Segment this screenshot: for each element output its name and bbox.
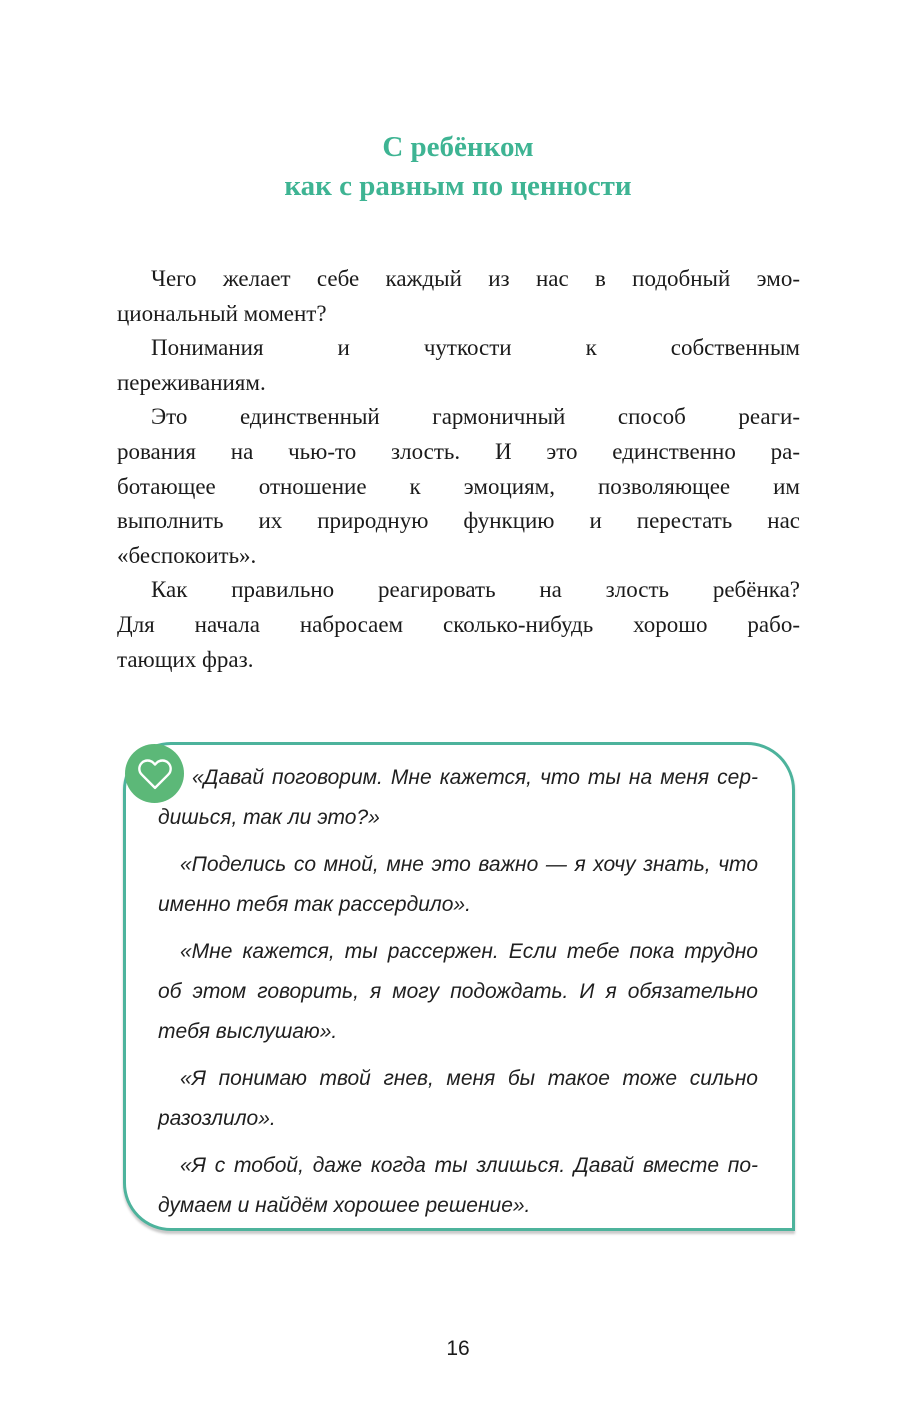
text-line: «беспокоить».: [117, 542, 257, 568]
quote-line: именно тебя так рассердило».: [158, 893, 471, 916]
quote-paragraph: [158, 758, 758, 838]
quote-line: «Мне кажется, ты рассержен. Если тебе пока трудно: [180, 940, 758, 963]
text-line: ботающее отношение к эмоциям, позволяющее им: [117, 473, 800, 499]
quote-paragraph: [158, 1059, 758, 1139]
paragraph: [117, 400, 800, 573]
quote-line: «Я понимаю твой гнев, меня бы такое тоже сильно: [180, 1067, 758, 1090]
chapter-title-line: как с равным по ценности: [284, 170, 632, 202]
text-line: Как правильно реагировать на злость ребёнка?: [151, 577, 800, 603]
text-line: циональный момент?: [117, 300, 327, 326]
text-line: переживаниям.: [117, 369, 266, 395]
heart-badge: [125, 744, 184, 803]
paragraph: [117, 573, 800, 677]
quote-line: «Я с тобой, даже когда ты злишься. Давай вместе по-: [180, 1154, 758, 1177]
quote-line: об этом говорить, я могу подождать. И я обязательно: [158, 980, 758, 1003]
text-line: рования на чью-то злость. И это единственно ра-: [117, 438, 800, 464]
quote-line: дишься, так ли это?»: [158, 806, 380, 829]
text-line: Понимания и чуткости к собственным: [151, 335, 800, 361]
quote-line: разозлило».: [158, 1107, 276, 1130]
quote-line: тебя выслушаю».: [158, 1020, 338, 1043]
quote-line: «Давай поговорим. Мне кажется, что ты на меня сер-: [192, 766, 758, 789]
quote-list: [158, 758, 758, 1233]
text-line: выполнить их природную функцию и перестать нас: [117, 508, 800, 534]
quote-line: думаем и найдём хорошее решение».: [158, 1194, 531, 1217]
text-line: тающих фраз.: [117, 646, 254, 672]
text-line: Это единственный гармоничный способ реаги-: [151, 404, 800, 430]
chapter-title-line: С ребёнком: [382, 131, 534, 163]
paragraph: [117, 331, 800, 400]
text-line: Чего желает себе каждый из нас в подобный эмо-: [151, 266, 800, 291]
quote-line: «Поделись со мной, мне это важно — я хочу знать, что: [180, 853, 758, 876]
chapter-title: [0, 128, 916, 206]
page-number: 16: [446, 1337, 470, 1360]
body-text: [117, 262, 800, 677]
quote-paragraph: [158, 932, 758, 1052]
paragraph: [117, 262, 800, 331]
heart-outline-icon: [137, 756, 173, 792]
quote-paragraph: [158, 1146, 758, 1226]
quote-paragraph: [158, 845, 758, 925]
text-line: Для начала набросаем сколько-нибудь хорошо рабо-: [117, 611, 800, 637]
